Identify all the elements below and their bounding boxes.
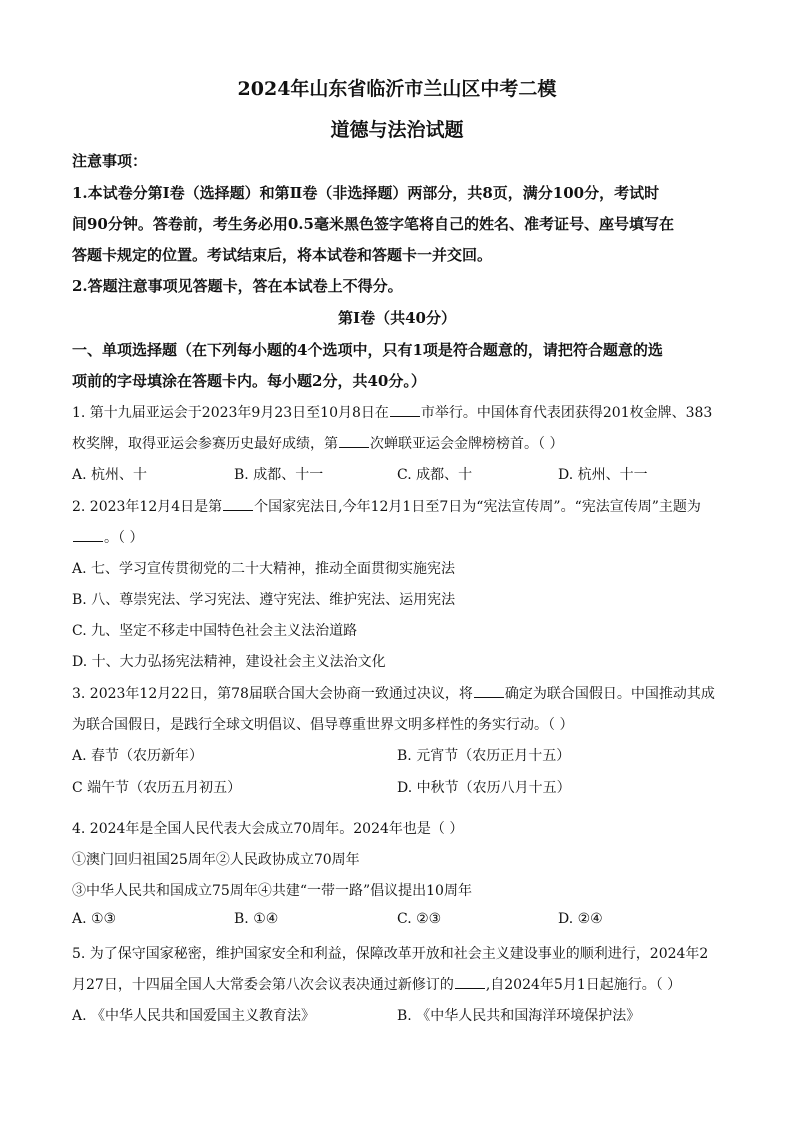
question-3-text-b: 确定为联合国假日。中国推动其成 bbox=[504, 686, 715, 702]
question-3-text-a: 3. 2023年12月22日，第78届联合国大会协商一致通过决议，将 bbox=[72, 686, 473, 702]
question-2-option-b: B. 八、尊崇宪法、学习宪法、遵守宪法、维护宪法、运用宪法 bbox=[72, 592, 456, 608]
question-1-text-d: 次蝉联亚运会金牌榜榜首。（ ） bbox=[370, 436, 564, 452]
question-1-option-a: A. 杭州、十 bbox=[72, 467, 148, 483]
question-1-line-2 bbox=[72, 433, 563, 453]
question-2-text-a: 2. 2023年12月4日是第 bbox=[72, 499, 223, 515]
section-instruction-line-1: 一、单项选择题（在下列每小题的4个选项中，只有1项是符合题意的，请把符合题意的选 bbox=[72, 341, 663, 359]
question-3-line-2: 为联合国假日，是践行全球文明倡议、倡导尊重世界文明多样性的务实行动。（ ） bbox=[72, 717, 574, 733]
question-3-line-1 bbox=[72, 683, 715, 703]
question-4-option-d: D. ②④ bbox=[558, 911, 603, 927]
notice-item-1-line-2: 间90分钟。答卷前，考生务必用0.5毫米黑色签字笔将自己的姓名、准考证号、座号填写在 bbox=[72, 215, 674, 233]
question-5-option-b: B. 《中华人民共和国海洋环境保护法》 bbox=[397, 1008, 641, 1024]
question-3-option-c: C 端午节（农历五月初五） bbox=[72, 780, 242, 796]
question-2-option-a: A. 七、学习宣传贯彻党的二十大精神，推动全面贯彻实施宪法 bbox=[72, 561, 456, 577]
question-1-option-d: D. 杭州、十一 bbox=[558, 467, 648, 483]
notice-heading: 注意事项： bbox=[72, 152, 148, 170]
answer-blank bbox=[73, 529, 103, 542]
question-2-line-1 bbox=[72, 496, 701, 516]
question-2-text-b: 个国家宪法日,今年12月1日至7日为“宪法宣传周”。“宪法宣传周”主题为 bbox=[254, 499, 701, 515]
question-1-line-1 bbox=[72, 402, 712, 422]
section-instruction-line-2: 项前的字母填涂在答题卡内。每小题2分，共40分。） bbox=[72, 372, 426, 390]
question-4-line-1: 4. 2024年是全国人民代表大会成立70周年。2024年也是（ ） bbox=[72, 821, 464, 837]
answer-blank bbox=[339, 435, 369, 448]
exam-subject: 道德与法治试题 bbox=[330, 119, 464, 141]
question-4-option-c: C. ②③ bbox=[397, 911, 442, 927]
question-4-line-2: ①澳门回归祖国25周年②人民政协成立70周年 bbox=[72, 852, 360, 868]
notice-item-1-line-1: 1.本试卷分第Ⅰ卷（选择题）和第Ⅱ卷（非选择题）两部分，共8页，满分100分，考试时 bbox=[72, 184, 660, 202]
answer-blank bbox=[223, 498, 253, 511]
question-5-text-a: 月27日，十四届全国人大常委会第八次会议表决通过新修订的 bbox=[72, 977, 454, 993]
question-5-option-a: A. 《中华人民共和国爱国主义教育法》 bbox=[72, 1008, 316, 1024]
answer-blank bbox=[474, 685, 504, 698]
question-1-option-b: B. 成都、十一 bbox=[234, 467, 324, 483]
question-2-text-c: 。（ ） bbox=[104, 530, 144, 546]
question-2-option-c: C. 九、坚定不移走中国特色社会主义法治道路 bbox=[72, 623, 358, 639]
question-3-option-b: B. 元宵节（农历正月十五） bbox=[397, 748, 571, 764]
question-4-line-3: ③中华人民共和国成立75周年④共建“一带一路”倡议提出10周年 bbox=[72, 883, 472, 899]
question-2-line-2 bbox=[72, 527, 143, 547]
question-4-option-b: B. ①④ bbox=[234, 911, 279, 927]
answer-blank bbox=[390, 404, 420, 417]
question-3-option-d: D. 中秋节（农历八月十五） bbox=[397, 780, 571, 796]
notice-item-2: 2.答题注意事项见答题卡，答在本试卷上不得分。 bbox=[72, 277, 403, 295]
question-3-option-a: A. 春节（农历新年） bbox=[72, 748, 204, 764]
answer-blank bbox=[455, 976, 485, 989]
question-1-option-c: C. 成都、十 bbox=[397, 467, 473, 483]
question-1-text-c: 枚奖牌，取得亚运会参赛历史最好成绩，第 bbox=[72, 436, 338, 452]
question-1-text-b: 市举行。中国体育代表团获得201枚金牌、383 bbox=[420, 405, 713, 421]
question-4-option-a: A. ①③ bbox=[72, 911, 117, 927]
question-2-option-d: D. 十、大力弘扬宪法精神，建设社会主义法治文化 bbox=[72, 654, 386, 670]
question-1-text-a: 1. 第十九届亚运会于2023年9月23日至10月8日在 bbox=[72, 405, 389, 421]
question-5-line-2 bbox=[72, 974, 681, 994]
question-5-text-b: ,自2024年5月1日起施行。（ ） bbox=[485, 977, 682, 993]
question-5-line-1: 5. 为了保守国家秘密，维护国家安全和利益，保障改革开放和社会主义建设事业的顺利进行，2024年2 bbox=[72, 946, 709, 962]
notice-item-1-line-3: 答题卡规定的位置。考试结束后，将本试卷和答题卡一并交回。 bbox=[72, 246, 493, 264]
exam-title: 2024年山东省临沂市兰山区中考二模 bbox=[237, 78, 557, 100]
part-1-heading: 第Ⅰ卷（共40分） bbox=[338, 309, 456, 327]
